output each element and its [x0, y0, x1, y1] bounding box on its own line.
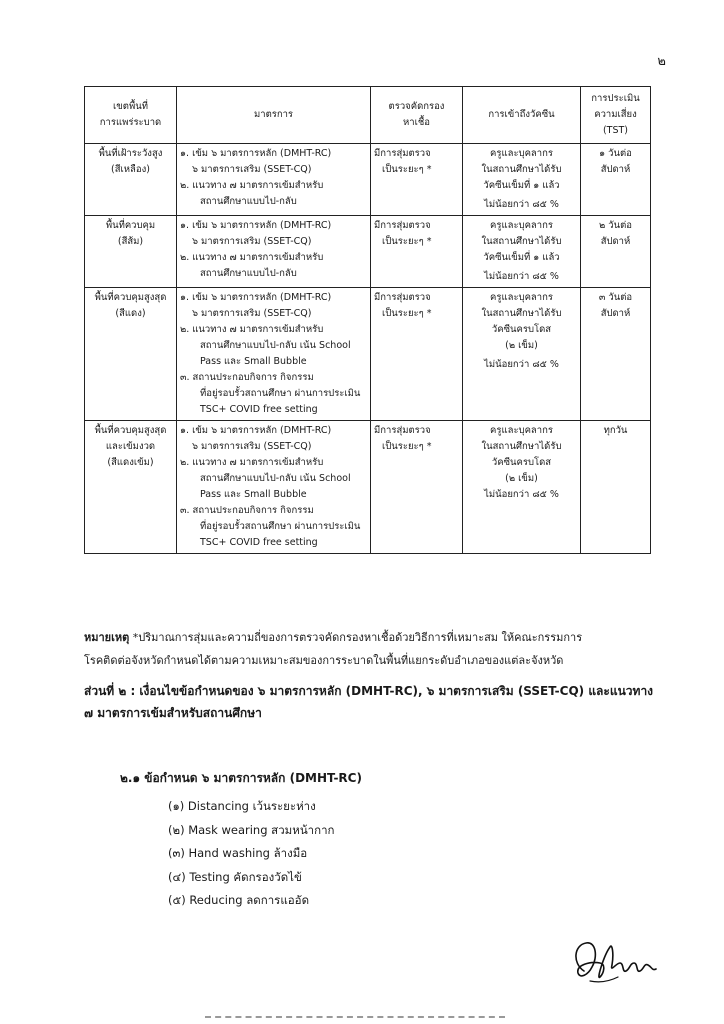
- list-item: (๓) Hand washing ล้างมือ: [168, 846, 308, 860]
- vaccine-cell: ครูและบุคลากร ในสถานศึกษาได้รับ วัคซีนครบโดส (๒ เข็ม) ไม่น้อยกว่า ๘๕ %: [463, 288, 581, 421]
- footnote-text: *ปริมาณการสุ่มและความถี่ของการตรวจคัดกรองหาเชื้อด้วยวิธีการที่เหมาะสม ให้คณะกรรมการ: [129, 631, 583, 644]
- tst-cell: ๑ วันต่อ สัปดาห์: [581, 144, 651, 216]
- header-screening: ตรวจคัดกรอง หาเชื้อ: [371, 87, 463, 144]
- measures-list: [168, 795, 335, 913]
- measures-cell: ๑. เข้ม ๖ มาตรการหลัก (DMHT-RC) ๖ มาตรการเสริม (SSET-CQ) ๒. แนวทาง ๗ มาตรการเข้มสำหรับ สถานศึกษาแบบไป-กลับ เน้น School Pass และ Small Bubble ๓. สถานประกอบกิจการ กิจกรรม ที่อยู่รอบรั้วสถานศึกษา ผ่านการประเมิน TSC+ COVID free setting: [177, 421, 371, 554]
- screening-cell: มีการสุ่มตรวจ เป็นระยะๆ *: [371, 216, 463, 288]
- footnote-label: หมายเหตุ: [84, 631, 130, 644]
- table-row: [85, 288, 651, 421]
- table-header-row: [85, 87, 651, 144]
- table-row: [85, 144, 651, 216]
- screening-cell: มีการสุ่มตรวจ เป็นระยะๆ *: [371, 144, 463, 216]
- measures-cell: ๑. เข้ม ๖ มาตรการหลัก (DMHT-RC) ๖ มาตรการเสริม (SSET-CQ) ๒. แนวทาง ๗ มาตรการเข้มสำหรับ สถานศึกษาแบบไป-กลับ: [177, 216, 371, 288]
- table-row: [85, 216, 651, 288]
- section-2-title: ส่วนที่ ๒ : เงื่อนไขข้อกำหนดของ ๖ มาตรการหลัก (DMHT-RC), ๖ มาตรการเสริม (SSET-CQ) และแนวทาง ๗ มาตรการเข้มสำหรับสถานศึกษา: [84, 684, 654, 720]
- list-item: (๕) Reducing ลดการแออัด: [168, 893, 310, 907]
- section-2-1-heading: ๒.๑ ข้อกำหนด ๖ มาตรการหลัก (DMHT-RC): [120, 771, 362, 785]
- measures-cell: ๑. เข้ม ๖ มาตรการหลัก (DMHT-RC) ๖ มาตรการเสริม (SSET-CQ) ๒. แนวทาง ๗ มาตรการเข้มสำหรับ สถานศึกษาแบบไป-กลับ เน้น School Pass และ Small Bubble ๓. สถานประกอบกิจการ กิจกรรม ที่อยู่รอบรั้วสถานศึกษา ผ่านการประเมิน TSC+ COVID free setting: [177, 288, 371, 421]
- list-item: (๑) Distancing เว้นระยะห่าง: [168, 799, 316, 813]
- zone-cell: พื้นที่เฝ้าระวังสูง (สีเหลือง): [85, 144, 177, 216]
- page-number: ๒: [657, 54, 666, 69]
- footnote: [84, 626, 654, 672]
- footer-divider: [205, 1016, 505, 1020]
- measures-cell: ๑. เข้ม ๖ มาตรการหลัก (DMHT-RC) ๖ มาตรการเสริม (SSET-CQ) ๒. แนวทาง ๗ มาตรการเข้มสำหรับ สถานศึกษาแบบไป-กลับ: [177, 144, 371, 216]
- vaccine-cell: ครูและบุคลากร ในสถานศึกษาได้รับ วัคซีนเข็มที่ ๑ แล้ว ไม่น้อยกว่า ๘๕ %: [463, 144, 581, 216]
- screening-cell: มีการสุ่มตรวจ เป็นระยะๆ *: [371, 288, 463, 421]
- list-item: (๒) Mask wearing สวมหน้ากาก: [168, 822, 335, 837]
- header-tst: การประเมิน ความเสี่ยง (TST): [581, 87, 651, 144]
- zone-cell: พื้นที่ควบคุมสูงสุด และเข้มงวด (สีแดงเข้ม): [85, 421, 177, 554]
- header-zone: เขตพื้นที่ การแพร่ระบาด: [85, 87, 177, 144]
- footnote-text: โรคติดต่อจังหวัดกำหนดได้ตามความเหมาะสมของการระบาดในพื้นที่แยกระดับอำเภอของแต่ละจังหวัด: [84, 654, 564, 667]
- vaccine-cell: ครูและบุคลากร ในสถานศึกษาได้รับ วัคซีนครบโดส (๒ เข็ม) ไม่น้อยกว่า ๘๕ %: [463, 421, 581, 554]
- list-item: (๔) Testing คัดกรองวัดไข้: [168, 869, 302, 884]
- vaccine-cell: ครูและบุคลากร ในสถานศึกษาได้รับ วัคซีนเข็มที่ ๑ แล้ว ไม่น้อยกว่า ๘๕ %: [463, 216, 581, 288]
- zone-cell: พื้นที่ควบคุมสูงสุด (สีแดง): [85, 288, 177, 421]
- tst-cell: ทุกวัน: [581, 421, 651, 554]
- table-row: [85, 421, 651, 554]
- tst-cell: ๓ วันต่อ สัปดาห์: [581, 288, 651, 421]
- measures-table: [84, 86, 651, 554]
- header-measures: มาตรการ: [177, 87, 371, 144]
- zone-cell: พื้นที่ควบคุม (สีส้ม): [85, 216, 177, 288]
- header-vaccine: การเข้าถึงวัคซีน: [463, 87, 581, 144]
- screening-cell: มีการสุ่มตรวจ เป็นระยะๆ *: [371, 421, 463, 554]
- signature-icon: [570, 933, 660, 988]
- tst-cell: ๒ วันต่อ สัปดาห์: [581, 216, 651, 288]
